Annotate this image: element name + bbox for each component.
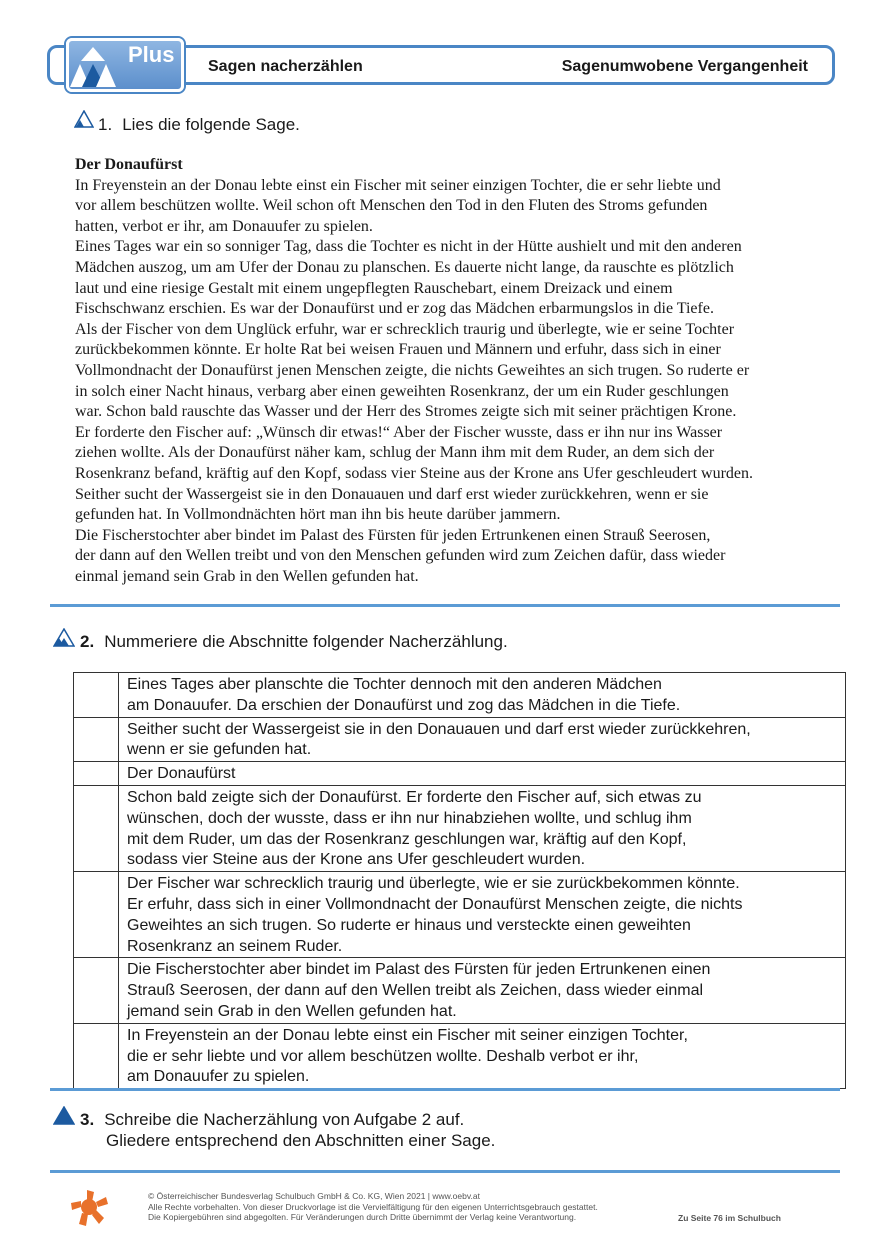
paragraph-cell: [119, 1023, 846, 1088]
copyright-footer: [148, 1191, 668, 1223]
paragraph-cell: [119, 762, 846, 786]
paragraph-line: Strauß Seerosen, der dann auf den Wellen treibt als Zeichen, dass wieder einmal: [127, 982, 704, 1000]
story-text: [75, 155, 845, 587]
story-line: Als der Fischer von dem Unglück erfuhr, war er schrecklich traurig und überlegte, wie er seine Tochter: [75, 320, 735, 338]
publisher-star-icon: [70, 1188, 110, 1228]
numbering-table: [73, 672, 846, 1089]
story-line: Fischschwanz erschien. Es war der Donaufürst und er zog das Mädchen erbarmungslos in die Tiefe.: [75, 300, 714, 318]
story-line: zurückbekommen könnte. Er holte Rat bei weisen Frauen und Männern und erfuhr, dass sich in einer: [75, 341, 721, 359]
story-line: Rosenkranz befand, kräftig auf den Kopf, sodass vier Steine aus der Krone ans Ufer geschleudert wurden.: [75, 464, 753, 482]
story-line: gefunden hat. In Vollmondnächten hört man ihn bis heute darüber jammern.: [75, 506, 561, 524]
task-3-instruction-line: Gliedere entsprechend den Abschnitten einer Sage.: [106, 1131, 496, 1150]
level-1-triangle-icon: [74, 110, 94, 128]
paragraph-line: am Donauufer. Da erschien der Donaufürst und zog das Mädchen in die Tiefe.: [127, 696, 681, 714]
story-line: der dann auf den Wellen treibt und von den Menschen gefunden wird zum Zeichen dafür, dass wieder: [75, 547, 726, 565]
number-input-cell[interactable]: [74, 872, 119, 958]
paragraph-cell: [119, 958, 846, 1023]
paragraph-line: In Freyenstein an der Donau lebte einst ein Fischer mit seiner einzigen Tochter,: [127, 1026, 688, 1044]
paragraph-cell: [119, 872, 846, 958]
page-reference: Zu Seite 76 im Schulbuch: [678, 1213, 781, 1223]
paragraph-line: sodass vier Steine aus der Krone ans Ufer geschleudert wurden.: [127, 851, 586, 869]
paragraph-line: Er erfuhr, dass sich in einer Vollmondnacht der Donaufürst Menschen zeigte, die nichts: [127, 895, 743, 913]
paragraph-cell: [119, 785, 846, 871]
story-line: In Freyenstein an der Donau lebte einst ein Fischer mit seiner einzigen Tochter, die er sehr liebte und: [75, 176, 721, 194]
header-right-title: Sagenumwobene Vergangenheit: [561, 58, 808, 75]
section-divider: [50, 604, 840, 607]
paragraph-line: Eines Tages aber planschte die Tochter dennoch mit den anderen Mädchen: [127, 676, 662, 693]
paragraph-line: Geweihtes an sich trugen. So ruderte er hinaus und versteckte einen geweihten: [127, 916, 691, 934]
task-3-number: 3.: [80, 1110, 95, 1129]
paragraph-line: Der Fischer war schrecklich traurig und überlegte, wie er sie zurückbekommen könnte.: [127, 875, 740, 893]
story-line: Seither sucht der Wassergeist sie in den Donauauen und darf erst wieder zurückkehren, wenn er sie: [75, 485, 709, 503]
paragraph-cell: [119, 673, 846, 718]
paragraph-line: wenn er sie gefunden hat.: [127, 741, 312, 759]
story-line: laut und eine riesige Gestalt mit einem ungepflegten Rauschebart, einem Dreizack und einem: [75, 279, 673, 297]
task-3-instruction-line: Schreibe die Nacherzählung von Aufgabe 2 auf.: [104, 1110, 465, 1129]
story-line: Die Fischerstochter aber bindet im Palast des Fürsten für jeden Ertrunkenen einen Strauß Seerosen,: [75, 526, 711, 544]
paragraph-line: am Donauufer zu spielen.: [127, 1068, 310, 1086]
story-line: einmal jemand sein Grab in den Wellen gefunden hat.: [75, 567, 419, 585]
footer-line: Alle Rechte vorbehalten. Von dieser Druckvorlage ist die Vervielfältigung für den eigenen Unterrichtsgebrauch gestattet.: [148, 1201, 598, 1212]
table-row: [74, 762, 846, 786]
task-1-number: 1.: [98, 115, 113, 134]
task-2-instruction: Nummeriere die Abschnitte folgender Nacherzählung.: [104, 632, 508, 651]
paragraph-line: jemand sein Grab in den Wellen gefunden hat.: [127, 1002, 457, 1020]
table-row: [74, 1023, 846, 1088]
section-divider: [50, 1170, 840, 1173]
story-line: Er forderte den Fischer auf: „Wünsch dir etwas!“ Aber der Fischer wusste, dass er ihn nur ins Wasser: [75, 423, 723, 441]
table-row: [74, 872, 846, 958]
paragraph-cell: [119, 717, 846, 762]
table-row: [74, 785, 846, 871]
paragraph-line: wünschen, doch der wusste, dass er ihn nur hinabziehen wollte, und schlug ihm: [127, 809, 692, 827]
task-1-instruction: Lies die folgende Sage.: [122, 115, 300, 134]
number-input-cell[interactable]: [74, 1023, 119, 1088]
task-3-heading: [80, 1109, 495, 1151]
table-row: [74, 958, 846, 1023]
section-divider: [50, 1088, 840, 1091]
table-row: [74, 673, 846, 718]
paragraph-line: die er sehr liebte und vor allem beschützen wollte. Deshalb verbot er ihr,: [127, 1047, 639, 1065]
number-input-cell[interactable]: [74, 717, 119, 762]
story-line: vor allem beschützen wollte. Weil schon oft Menschen den Tod in den Fluten des Stroms gefunden: [75, 197, 708, 215]
story-line: Mädchen auszog, um am Ufer der Donau zu planschen. Es dauerte nicht lange, da rauschte es plötzlich: [75, 258, 734, 276]
task-2-number: 2.: [80, 632, 95, 651]
story-line: hatten, verbot er ihr, am Donauufer zu spielen.: [75, 217, 373, 235]
story-line: in solch einer Nacht hinaus, verbarg aber einen geweihten Rosenkranz, der um ein Ruder geschlungen: [75, 382, 729, 400]
story-line: Eines Tages war ein so sonniger Tag, dass die Tochter es nicht in der Hütte aushielt und mit den anderen: [75, 238, 742, 256]
number-input-cell[interactable]: [74, 958, 119, 1023]
table-row: [74, 717, 846, 762]
footer-line: © Österreichischer Bundesverlag Schulbuch GmbH & Co. KG, Wien 2021 | www.oebv.at: [148, 1191, 480, 1201]
header-left-title: Sagen nacherzählen: [208, 58, 363, 75]
paragraph-line: Der Donaufürst: [127, 765, 236, 783]
logo-text: Plus: [128, 42, 175, 67]
task-1-heading: [98, 115, 300, 135]
number-input-cell[interactable]: [74, 673, 119, 718]
story-line: Vollmondnacht der Donaufürst jenen Menschen zeigte, die nichts Geweihtes an sich trugen. So ruderte er: [75, 361, 750, 379]
story-line: ziehen wollte. Als der Donaufürst näher kam, schlug der Mann ihm mit dem Ruder, an dem sich der: [75, 444, 715, 462]
level-2-triangle-icon: [53, 628, 75, 647]
paragraph-line: Rosenkranz an seinem Ruder.: [127, 937, 343, 955]
task-2-heading: [80, 632, 508, 652]
paragraph-line: mit dem Ruder, um das der Rosenkranz geschlungen war, kräftig auf den Kopf,: [127, 830, 687, 848]
number-input-cell[interactable]: [74, 785, 119, 871]
paragraph-line: Seither sucht der Wassergeist sie in den Donauauen und darf erst wieder zurückkehren,: [127, 720, 751, 738]
paragraph-line: Schon bald zeigte sich der Donaufürst. Er forderte den Fischer auf, sich etwas zu: [127, 788, 702, 806]
paragraph-line: Die Fischerstochter aber bindet im Palast des Fürsten für jeden Ertrunkenen einen: [127, 961, 711, 979]
number-input-cell[interactable]: [74, 762, 119, 786]
story-line: war. Schon bald rauschte das Wasser und der Herr des Stromes zeigte sich mit seiner prächtigen Krone.: [75, 403, 737, 421]
footer-line: Die Kopiergebühren sind abgegolten. Für Veränderungen durch Dritte übernimmt der Verlag keine Verantwortung.: [148, 1212, 577, 1222]
story-title: Der Donaufürst: [75, 156, 183, 173]
level-3-triangle-icon: [53, 1106, 75, 1125]
